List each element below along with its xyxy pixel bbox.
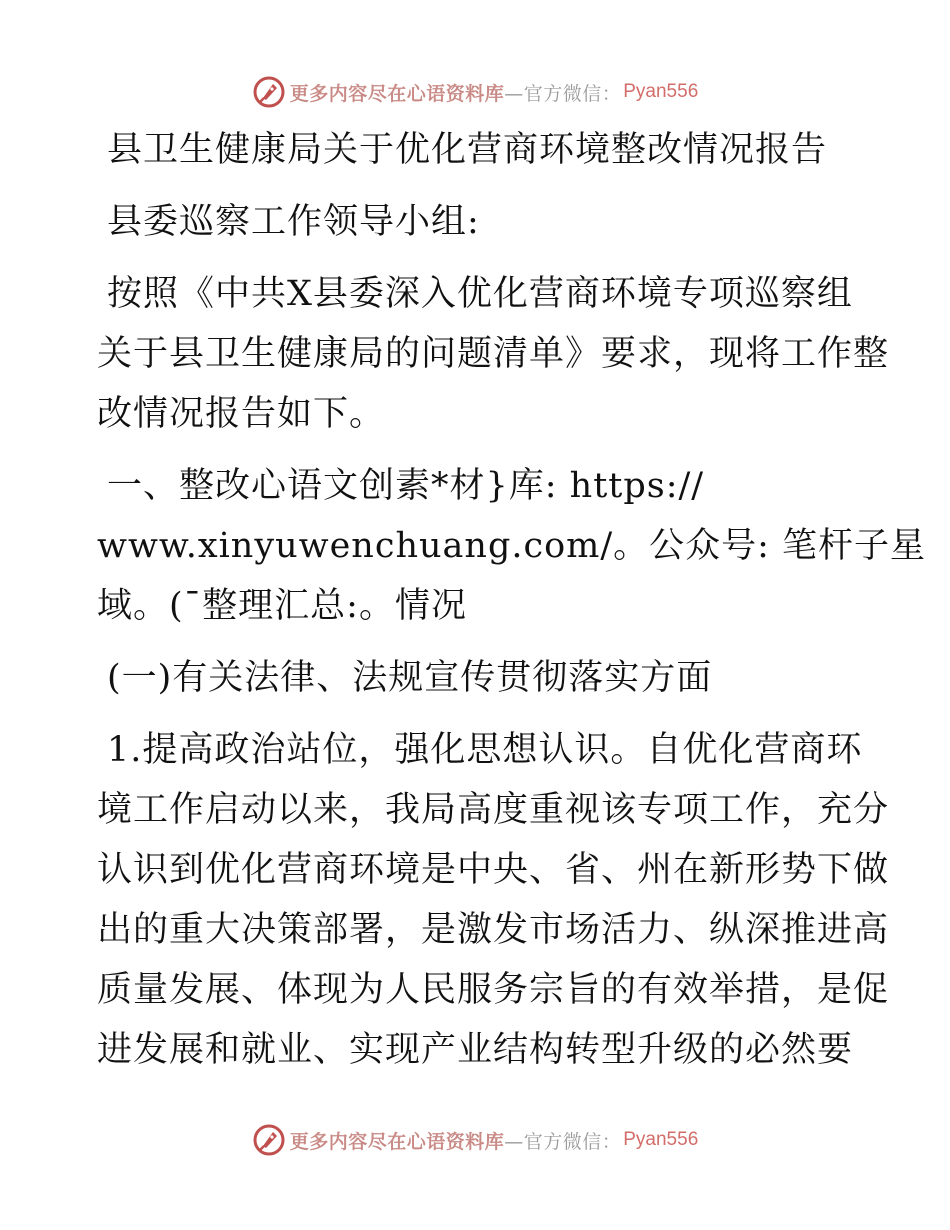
paragraph-line: www.xinyuwenchuang.com/。公众号: 笔杆子星 xyxy=(97,526,927,566)
paragraph-line: 域。(¯整理汇总:。情况 xyxy=(97,586,467,626)
pen-nib-icon xyxy=(252,1123,286,1157)
watermark-separator: —官方微信： xyxy=(504,82,622,105)
watermark-text: 更多内容尽在心语资料库 xyxy=(289,1130,505,1153)
section-heading-1 xyxy=(97,456,927,636)
paragraph-line: 一、整改心语文创素*材}库: https:// xyxy=(107,466,705,506)
salutation: 县委巡察工作领导小组: xyxy=(107,202,480,242)
footer-watermark xyxy=(0,1120,950,1160)
paragraph-line: 关于县卫生健康局的问题清单》要求，现将工作整 xyxy=(97,334,890,374)
header-watermark xyxy=(0,72,950,112)
document-title: 县卫生健康局关于优化营商环境整改情况报告 xyxy=(107,130,828,170)
paragraph-line: 进发展和就业、实现产业结构转型升级的必然要 xyxy=(97,1030,854,1070)
watermark-wechat-id: Pyan556 xyxy=(623,1129,699,1150)
paragraph-line: 质量发展、体现为人民服务宗旨的有效举措，是促 xyxy=(97,970,890,1010)
watermark-separator: —官方微信： xyxy=(504,1130,622,1153)
paragraph-line: 改情况报告如下。 xyxy=(97,394,386,434)
document-body xyxy=(97,120,927,1080)
paragraph-line: 按照《中共X县委深入优化营商环境专项巡察组 xyxy=(107,274,853,314)
paragraph-line: 认识到优化营商环境是中央、省、州在新形势下做 xyxy=(97,850,890,890)
paragraph-line: 出的重大决策部署，是激发市场活力、纵深推进高 xyxy=(97,910,890,950)
paragraph-line: 境工作启动以来，我局高度重视该专项工作，充分 xyxy=(97,790,890,830)
paragraph-line: 1.提高政治站位，强化思想认识。自优化营商环 xyxy=(107,730,863,770)
pen-nib-icon xyxy=(252,75,286,109)
watermark-wechat-id: Pyan556 xyxy=(623,81,699,102)
subsection-heading: (一)有关法律、法规宣传贯彻落实方面 xyxy=(107,658,713,698)
intro-paragraph xyxy=(97,264,890,444)
item-paragraph-1 xyxy=(97,720,890,1080)
watermark-text: 更多内容尽在心语资料库 xyxy=(289,82,505,105)
